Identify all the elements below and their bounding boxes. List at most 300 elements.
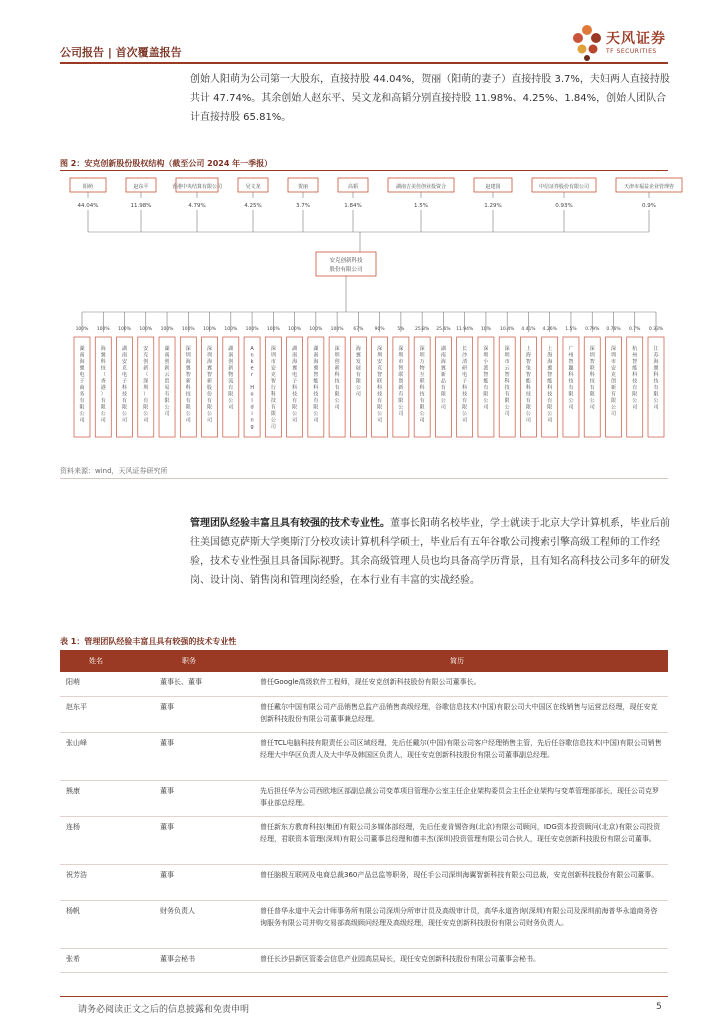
subsidiary-name-char: 智 — [398, 365, 404, 372]
shareholder-pct: 4.25% — [244, 203, 262, 209]
subsidiary-name-char: 有 — [334, 385, 340, 391]
row-position: 董事长、董事 — [132, 672, 246, 696]
subsidiary-name-char: 公 — [143, 411, 149, 417]
footer-divider — [60, 996, 668, 997]
shareholder-name: 阳萌 — [82, 184, 94, 190]
subsidiary-name-char: 公 — [440, 398, 446, 404]
subsidiary-name-char: d — [250, 404, 254, 411]
subsidiary-name-char: 深 — [143, 378, 149, 385]
subsidiary-name-char: 限 — [610, 398, 616, 404]
subsidiary-name-char: 圳 — [270, 352, 276, 359]
subsidiary-name-char: 技 — [377, 391, 383, 398]
subsidiary-name-char: 研 — [462, 365, 468, 372]
subsidiary-name-char: 圳 — [377, 352, 383, 359]
subsidiary-name-char: 智 — [589, 359, 595, 365]
subsidiary-name-char: 行 — [270, 385, 276, 391]
subsidiary-name-char: 海 — [355, 346, 361, 352]
subsidiary-name-char: 安 — [122, 359, 128, 365]
subsidiary-pct: 0.76% — [606, 327, 621, 332]
subsidiary-name-char: 电 — [462, 372, 468, 378]
subsidiary-name-char: 限 — [525, 404, 531, 411]
subsidiary-name-char: 圳 — [143, 385, 149, 391]
subsidiary-name-char: 限 — [547, 404, 553, 411]
subsidiary-name-char: 限 — [398, 398, 404, 404]
subsidiary-name-char: 限 — [419, 404, 425, 411]
subsidiary-name-char: 份 — [207, 391, 213, 398]
subsidiary-name-char: n — [250, 417, 254, 424]
subsidiary-name-char: 司 — [164, 411, 170, 417]
subsidiary-name-char: 限 — [462, 404, 468, 411]
subsidiary-name-char: 圳 — [207, 352, 213, 359]
subsidiary-name-char: 智 — [377, 372, 383, 378]
subsidiary-name-char: 限 — [589, 391, 595, 398]
subsidiary-name-char: e — [250, 365, 254, 372]
subsidiary-name-char: 安 — [377, 359, 383, 365]
row-name: 赵东平 — [60, 696, 132, 732]
subsidiary-name-char: 科 — [653, 372, 659, 378]
subsidiary-pct: 90% — [374, 327, 385, 332]
subsidiary-name-char: 子 — [462, 378, 468, 385]
row-name: 杨帆 — [60, 900, 132, 948]
subsidiary-name-char: 翼 — [185, 365, 191, 372]
subsidiary-name-char: 深 — [377, 346, 383, 352]
subsidiary-pct: 100% — [203, 327, 216, 332]
subsidiary-name-char: 有 — [525, 398, 531, 404]
subsidiary-name-char: 海 — [185, 359, 191, 365]
row-bio: 曾任戴尔中国有限公司产品销售总监产品销售高级经理，谷歌信息技术(中国)有限公司大中国区在线销售与运营总经理，现任安克创新科技股份有限公司董事兼总经理。 — [246, 696, 668, 732]
report-type-label: 公司报告 | 首次覆盖报告 — [60, 46, 182, 59]
subsidiary-name-char: 限 — [79, 404, 85, 411]
subsidiary-name-char: 子 — [79, 378, 85, 385]
shareholder-name: 湖南吉美佳创业投资合 — [395, 184, 447, 190]
table-header-position: 职务 — [132, 650, 246, 672]
subsidiary-name-char: 新 — [207, 378, 213, 385]
row-bio: 曾任TCL电脑科技有限责任公司区域经理，先后任戴尔(中国)有限公司客户经理销售主管，先后任谷歌信息技术(中国)有限公司销售经理大中华区负责人及大中华及韩国区负责人，现任安克创新科技股份有限公司董事副总经理。 — [246, 732, 668, 780]
subsidiary-name-char: 圳 — [589, 352, 595, 359]
subsidiary-name-char: 司 — [440, 404, 446, 411]
subsidiary-pct: 10.4% — [500, 327, 515, 332]
subsidiary-name-char: 限 — [355, 378, 361, 385]
subsidiary-name-char: 技 — [525, 391, 531, 398]
page-number: 5 — [656, 1002, 662, 1012]
row-position: 董事 — [132, 732, 246, 780]
subsidiary-pct: 100% — [139, 327, 153, 332]
row-name: 张希 — [60, 948, 132, 972]
subsidiary-name-char: 湖 — [313, 346, 319, 352]
subsidiary-name-char: 杭 — [632, 346, 638, 352]
subsidiary-name-char: 公 — [462, 411, 468, 417]
subsidiary-name-char: 电 — [292, 372, 298, 378]
subsidiary-name-char: 创 — [398, 378, 404, 385]
subsidiary-name-char: i — [251, 411, 253, 417]
subsidiary-name-char: 海 — [440, 359, 446, 365]
subsidiary-name-char: 市 — [504, 359, 510, 365]
shareholder-pct: 1.29% — [484, 203, 502, 209]
subsidiary-name-char: 子 — [292, 378, 298, 385]
subsidiary-name-char: 有 — [568, 385, 574, 391]
subsidiary-name-char: 司 — [228, 404, 234, 411]
subsidiary-name-char: 能 — [632, 365, 638, 372]
table-row — [60, 864, 668, 900]
intro-paragraph: 创始人阳萌为公司第一大股东，直接持股 44.04%，贺丽（阳萌的妻子）直接持股 3.7%，夫妇两人直接持股共计 47.74%。其余创始人赵东平、吴文龙和高韬分别直接持股 11.98%、4.25%、1.84%，创始人团队合计直接持股 65.81%。 — [190, 74, 670, 123]
subsidiary-pct: 25.6% — [436, 327, 451, 332]
subsidiary-name-char: 公 — [398, 404, 404, 411]
subsidiary-name-char: 新 — [440, 372, 446, 378]
subsidiary-name-char: （ — [143, 372, 149, 378]
subsidiary-name-char: 公 — [164, 404, 170, 411]
subsidiary-name-char: g — [250, 424, 254, 430]
shareholder-name: 贺丽 — [297, 184, 309, 190]
shareholder-pct: 0.9% — [642, 203, 656, 209]
subsidiary-name-char: 能 — [525, 378, 531, 385]
subsidiary-name-char: 科 — [547, 385, 553, 391]
subsidiary-name-char: 技 — [122, 391, 128, 398]
subsidiary-name-char: 上 — [525, 346, 531, 352]
subsidiary-name-char: 能 — [313, 378, 319, 385]
subsidiary-name-char: 公 — [547, 411, 553, 417]
subsidiary-name-char: 技 — [589, 378, 595, 385]
subsidiary-name-char: 限 — [164, 398, 170, 404]
subsidiary-name-char: 小 — [483, 359, 489, 365]
subsidiary-name-char: 技 — [100, 365, 106, 372]
figure-title-divider — [60, 170, 668, 171]
subsidiary-name-char: 圳 — [185, 352, 191, 359]
management-paragraph — [190, 514, 670, 590]
subsidiary-name-char: 深 — [185, 346, 191, 352]
subsidiary-name-char: 科 — [292, 385, 298, 391]
subsidiary-pct: 100% — [309, 327, 323, 332]
subsidiary-name-char: 公 — [292, 411, 298, 417]
subsidiary-name-char: 公 — [610, 404, 616, 411]
subsidiary-name-char: 司 — [504, 411, 510, 417]
subsidiary-name-char: 新 — [398, 385, 404, 391]
subsidiary-name-char: 公 — [270, 417, 276, 424]
shareholder-name: 高韬 — [347, 184, 359, 190]
subsidiary-name-char: 翼 — [313, 365, 319, 372]
subsidiary-name-char: 技 — [547, 391, 553, 398]
subsidiary-name-char: 湖 — [228, 346, 234, 352]
subsidiary-name-char: 有 — [355, 372, 361, 378]
subsidiary-name-char: 湖 — [122, 346, 128, 352]
subsidiary-name-char: 科 — [568, 372, 574, 378]
subsidiary-name-char: 兔 — [525, 365, 531, 372]
subsidiary-name-char: 展 — [355, 365, 361, 372]
subsidiary-name-char: 互 — [419, 372, 425, 378]
row-name: 连杨 — [60, 816, 132, 864]
subsidiary-name-char: 克 — [122, 365, 128, 372]
subsidiary-name-char: 有 — [653, 385, 659, 391]
table-row — [60, 696, 668, 732]
subsidiary-name-char: 安 — [270, 365, 276, 372]
row-position: 董事会秘书 — [132, 948, 246, 972]
subsidiary-name-char: 公 — [100, 411, 106, 417]
subsidiary-name-char: 公 — [589, 398, 595, 404]
subsidiary-name-char: 翼 — [207, 365, 213, 372]
subsidiary-name-char: 贸 — [164, 378, 170, 385]
subsidiary-name-char: 司 — [79, 417, 85, 424]
subsidiary-name-char: 有 — [504, 391, 510, 398]
shareholder-pct: 3.7% — [296, 203, 310, 209]
subsidiary-name-char: 司 — [377, 417, 383, 424]
row-position: 董事 — [132, 780, 246, 816]
subsidiary-name-char: 司 — [122, 417, 128, 424]
subsidiary-name-char: 湖 — [440, 346, 446, 352]
shareholder-pct: 1.84% — [344, 203, 362, 209]
subsidiary-name-char: 科 — [100, 359, 106, 365]
center-company-name-line2: 股份有限公司 — [329, 267, 363, 273]
table-row — [60, 780, 668, 816]
subsidiary-name-char: 市 — [610, 359, 616, 365]
subsidiary-name-char: 深 — [589, 346, 595, 352]
subsidiary-name-char: 司 — [143, 417, 149, 424]
subsidiary-name-char: 易 — [164, 385, 170, 391]
subsidiary-name-char: 商 — [79, 385, 85, 391]
subsidiary-name-char: 智 — [632, 359, 638, 365]
subsidiary-name-char: 万 — [419, 359, 425, 365]
subsidiary-name-char: 电 — [122, 372, 128, 378]
subsidiary-name-char: 有 — [462, 398, 468, 404]
subsidiary-name-char: 公 — [419, 411, 425, 417]
subsidiary-name-char: 限 — [228, 391, 234, 398]
subsidiary-name-char: 南 — [228, 352, 234, 359]
subsidiary-name-char: 安 — [610, 365, 616, 372]
subsidiary-name-char: 深 — [334, 346, 340, 352]
subsidiary-name-char: 智 — [207, 372, 213, 378]
subsidiary-name-char: 司 — [483, 404, 489, 411]
subsidiary-name-char: 海 — [292, 359, 298, 365]
shareholder-pct: 1.5% — [414, 203, 428, 209]
subsidiary-name-char: 海 — [525, 352, 531, 359]
figure-title: 图 2：安克创新股份股权结构（截至公司 2024 年一季报） — [60, 159, 273, 168]
subsidiary-name-char: l — [251, 398, 253, 404]
subsidiary-name-char: 南 — [440, 352, 446, 359]
subsidiary-name-char: 深 — [483, 346, 489, 352]
subsidiary-pct: 100% — [224, 327, 238, 332]
subsidiary-name-char: 联 — [589, 365, 595, 372]
subsidiary-name-char: 南 — [164, 352, 170, 359]
subsidiary-name-char: 司 — [270, 424, 276, 430]
subsidiary-name-char: 有 — [207, 398, 213, 404]
subsidiary-name-char: 云 — [504, 365, 510, 372]
subsidiary-name-char: 司 — [419, 417, 425, 424]
subsidiary-name-char: 公 — [355, 385, 361, 391]
subsidiary-name-char: 科 — [334, 372, 340, 378]
subsidiary-name-char: 智 — [313, 372, 319, 378]
subsidiary-name-char: 克 — [610, 372, 616, 378]
subsidiary-name-char: 司 — [547, 417, 553, 424]
subsidiary-name-char: 限 — [653, 391, 659, 398]
table-header-name: 姓名 — [60, 650, 132, 672]
row-bio: 曾任脑极互联网及电商总裁360产品总监等职务，现任手公司深圳海翼智新科技有限公司总裁，安克创新科技股份有限公司董事。 — [246, 864, 668, 900]
subsidiary-name-char: 湖 — [164, 346, 170, 352]
subsidiary-name-char: 南 — [313, 352, 319, 359]
subsidiary-name-char: 公 — [525, 411, 531, 417]
subsidiary-name-char: 海 — [313, 359, 319, 365]
row-position: 董事 — [132, 864, 246, 900]
subsidiary-name-char: 新 — [164, 365, 170, 372]
subsidiary-name-char: 能 — [547, 378, 553, 385]
figure-source-divider — [60, 478, 668, 479]
subsidiary-pct: 100% — [181, 327, 195, 332]
subsidiary-name-char: ） — [100, 391, 106, 398]
subsidiary-name-char: 有 — [292, 398, 298, 404]
subsidiary-name-char: 湖 — [79, 346, 85, 352]
subsidiary-name-char: 科 — [525, 385, 531, 391]
subsidiary-name-char: 子 — [122, 378, 128, 385]
row-name: 阳萌 — [60, 672, 132, 696]
subsidiary-name-char: 股 — [207, 385, 213, 391]
subsidiary-name-char: 海 — [79, 359, 85, 365]
table-row — [60, 732, 668, 780]
subsidiary-name-char: 派 — [483, 365, 489, 372]
subsidiary-name-char: （ — [100, 372, 106, 378]
subsidiary-name-char: H — [250, 385, 254, 391]
subsidiary-name-char: 翼 — [653, 365, 659, 372]
subsidiary-name-char: 司 — [568, 404, 574, 411]
subsidiary-name-char: 联 — [419, 378, 425, 385]
subsidiary-name-char: 趣 — [568, 365, 574, 372]
subsidiary-name-char: 司 — [355, 391, 361, 398]
subsidiary-name-char: 技 — [292, 391, 298, 398]
subsidiary-name-char: 限 — [185, 404, 191, 411]
subsidiary-pct: 0.33% — [648, 327, 664, 332]
subsidiary-name-char: 有 — [547, 398, 553, 404]
subsidiary-name-char: 广 — [568, 346, 574, 352]
footer-disclaimer: 请务必阅读正文之后的信息披露和免责申明 — [78, 1005, 250, 1015]
subsidiary-name-char: 限 — [270, 411, 276, 417]
subsidiary-name-char: 司 — [589, 404, 595, 411]
shareholder-pct: 44.04% — [77, 203, 99, 209]
subsidiary-name-char: 科 — [313, 385, 319, 391]
center-company-name-line1: 安克创新科技 — [329, 258, 363, 264]
shareholder-name: 赵东平 — [133, 184, 149, 190]
subsidiary-name-char: 公 — [568, 398, 574, 404]
management-paragraph-lead: 管理团队经验丰富且具有较强的技术专业性。 — [190, 518, 390, 529]
subsidiary-name-char: 联 — [377, 378, 383, 385]
row-name: 熊康 — [60, 780, 132, 816]
subsidiary-name-char: 有 — [419, 398, 425, 404]
row-bio: 曾任新东方教育科技(集团)有限公司多媒体部经理，先后任麦肯锡咨询(北京)有限公司顾问，IDG资本投资顾问(北京)有限公司投资经理，君联资本管理(深圳)有限公司董事总经理和德丰杰(深圳)投资管理有限公司合伙人，现任安克创新科技股份有限公司董事。 — [246, 816, 668, 864]
subsidiary-name-char: 克 — [143, 352, 149, 359]
brand-logo — [570, 22, 680, 66]
subsidiary-name-char: 新 — [228, 365, 234, 372]
subsidiary-name-char: 有 — [143, 398, 149, 404]
subsidiary-name-char: 湖 — [292, 346, 298, 352]
subsidiary-name-char: n — [250, 352, 254, 359]
subsidiary-name-char: 发 — [355, 359, 361, 365]
shareholder-name: 中信证券股份有限公司 — [538, 184, 590, 190]
subsidiary-name-char: 电 — [79, 372, 85, 378]
subsidiary-name-char: 智 — [483, 372, 489, 378]
subsidiary-pct: 100% — [288, 327, 302, 332]
subsidiary-name-char: 联 — [398, 372, 404, 378]
subsidiary-name-char: 港 — [100, 385, 106, 391]
subsidiary-name-char: 圳 — [483, 352, 489, 359]
subsidiary-name-char: r — [251, 372, 254, 378]
subsidiary-name-char: 南 — [122, 352, 128, 359]
subsidiary-name-char: 公 — [228, 398, 234, 404]
subsidiary-name-char: 翼 — [100, 352, 106, 359]
subsidiary-name-char: 圳 — [504, 352, 510, 359]
subsidiary-name-char: 创 — [143, 359, 149, 365]
subsidiary-pct: 100% — [118, 327, 131, 332]
subsidiary-name-char: 南 — [79, 352, 85, 359]
subsidiary-name-char: 智 — [270, 378, 276, 385]
subsidiary-name-char: 有 — [589, 385, 595, 391]
subsidiary-pct: 1.5% — [565, 327, 577, 332]
subsidiary-name-char: 司 — [462, 417, 468, 424]
row-bio: 曾任长沙县新区管委会信息产业园高层局长，现任安克创新科技股份有限公司董事会秘书。 — [246, 948, 668, 972]
subsidiary-pct: 0.7% — [629, 327, 641, 332]
subsidiary-name-char: 安 — [143, 346, 149, 352]
subsidiary-name-char: 科 — [504, 378, 510, 385]
shareholder-name: 香港中央结算有限公司 — [171, 184, 223, 190]
subsidiary-name-char: 智 — [525, 359, 531, 365]
subsidiary-name-char: 技 — [568, 378, 574, 385]
subsidiary-name-char: 技 — [632, 378, 638, 385]
row-position: 财务负责人 — [132, 900, 246, 948]
table-row — [60, 948, 668, 972]
subsidiary-name-char: 司 — [313, 417, 319, 424]
subsidiary-name-char: 有 — [270, 404, 276, 411]
subsidiary-name-char: 圳 — [610, 352, 616, 359]
subsidiary-pct: 100% — [245, 327, 259, 332]
subsidiary-name-char: 翼 — [355, 352, 361, 359]
subsidiary-name-char: 深 — [398, 346, 404, 352]
logo-flower-icon — [570, 22, 604, 62]
subsidiary-pct: 100% — [266, 327, 280, 332]
subsidiary-name-char: 深 — [504, 346, 510, 352]
row-bio: 曾任普华永道中天会计师事务所有限公司深圳分所审计员及高级审计员，高华永道咨询(深圳)有限公司及深圳前海普华永道商务咨询服务有限公司并购交易部高级顾问经理及高级经理，现任安克创新科技股份有限公司财务负责人。 — [246, 900, 668, 948]
subsidiary-name-char: 创 — [334, 359, 340, 365]
table-header-row — [60, 650, 668, 672]
subsidiary-pct: 67% — [353, 327, 364, 332]
subsidiary-name-char: 限 — [504, 398, 510, 404]
subsidiary-name-char: 苏 — [653, 352, 659, 359]
subsidiary-name-char: 公 — [632, 398, 638, 404]
subsidiary-name-char: 司 — [525, 417, 531, 424]
subsidiary-name-char: 司 — [334, 404, 340, 411]
subsidiary-name-char: 深 — [270, 346, 276, 352]
subsidiary-name-char: 香 — [100, 378, 106, 385]
table-title: 表 1：管理团队经验丰富且具有较强的技术专业性 — [60, 637, 237, 646]
subsidiary-name-char: 能 — [483, 378, 489, 385]
table-row — [60, 672, 668, 696]
subsidiary-name-char: 司 — [398, 411, 404, 417]
subsidiary-name-char: 深 — [419, 346, 425, 352]
subsidiary-pct: 10% — [480, 327, 491, 332]
figure-source: 资料来源：wind，天风证券研究所 — [60, 467, 168, 475]
subsidiary-name-char: 流 — [228, 378, 234, 385]
row-bio: 曾任Google高级软件工程师，现任安克创新科技股份有限公司董事长。 — [246, 672, 668, 696]
subsidiary-name-char: ） — [143, 391, 149, 398]
subsidiary-name-char: 有 — [313, 398, 319, 404]
subsidiary-name-char: 翼 — [440, 365, 446, 372]
subsidiary-name-char: 科 — [589, 372, 595, 378]
subsidiary-pct: 11.94% — [456, 327, 474, 332]
subsidiary-name-char: 技 — [270, 398, 276, 404]
subsidiary-name-char: 科 — [377, 385, 383, 391]
subsidiary-name-char: 有 — [228, 385, 234, 391]
row-position: 董事 — [132, 816, 246, 864]
subsidiary-name-char: 智 — [185, 372, 191, 378]
subsidiary-name-char: 品 — [440, 378, 446, 385]
subsidiary-name-char: 新 — [334, 365, 340, 372]
subsidiary-name-char: 限 — [292, 404, 298, 411]
table-row — [60, 900, 668, 948]
logo-name-cn: 天风证券 — [606, 31, 666, 47]
subsidiary-name-char: 有 — [100, 398, 106, 404]
